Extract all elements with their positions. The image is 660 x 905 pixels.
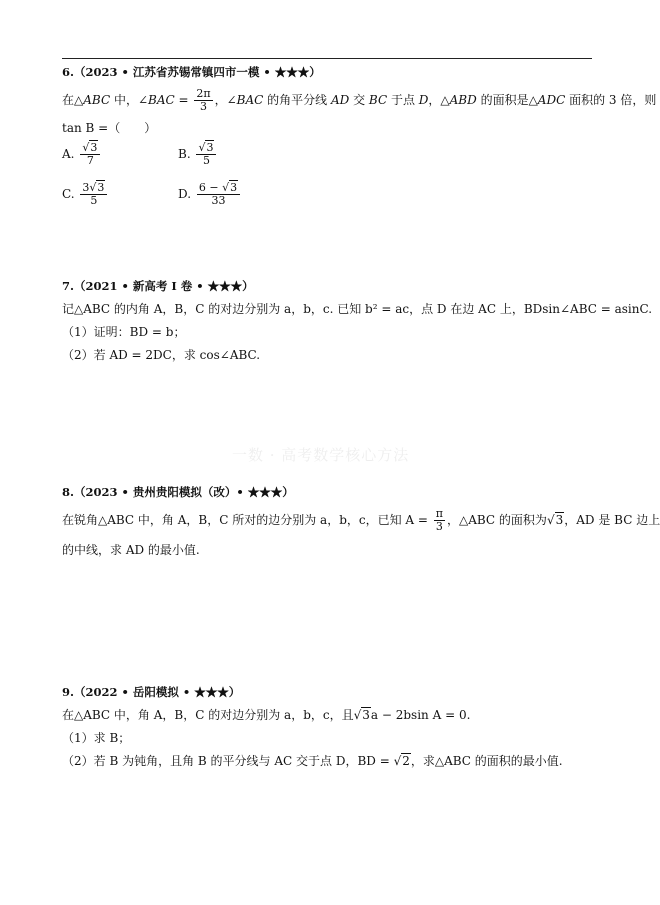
q7-part2: （2）若 AD = 2DC，求 cos∠ABC. <box>62 348 261 362</box>
top-rule <box>62 58 592 59</box>
q7-part1: （1）证明：BD = b； <box>62 325 186 339</box>
q8-line1: 在锐角△ABC 中，角 A，B，C 所对的边分别为 a，b，c，已知 A = $\frac{\pi}{3}$ ，△ABC 的面积为√3，AD 是 BC 边上 <box>62 507 660 533</box>
q9-part1: （1）求 B； <box>62 731 131 745</box>
q9-part2: （2）若 B 为钝角，且角 B 的平分线与 AC 交于点 D，BD = √2，求△ABC 的面积的最小值. <box>62 754 563 768</box>
watermark: 一数 · 高考数学核心方法 <box>232 446 410 464</box>
q6-line2: tan B =（ ） <box>62 121 157 135</box>
q6-header: 6.（2023 • 江苏省苏锡常镇四市一模 • ★★★） <box>62 65 321 79</box>
q6-line1: 在△ABC 中，∠BAC = $\frac{2\pi}{3}$ ，∠BAC 的角平分线 AD 交 BC 于点 D，△ABD 的面积是△ADC 面积的 3 倍，则 <box>62 87 657 113</box>
q6-option-d: D. $\frac{6 - √3}{33}$ <box>178 182 242 207</box>
q7-header: 7.（2021 • 新高考 Ⅰ 卷 • ★★★） <box>62 279 254 293</box>
q8-line2: 的中线，求 AD 的最小值. <box>62 543 200 557</box>
q7-line1: 记△ABC 的内角 A，B，C 的对边分别为 a，b，c. 已知 b² = ac，点 D 在边 AC 上，BDsin∠ABC = asinC. <box>62 302 653 316</box>
q9-line1: 在△ABC 中，角 A，B，C 的对边分别为 a，b，c，且√3a − 2bsin A = 0. <box>62 708 471 722</box>
q6-option-c: C. $\frac{3√3}{5}$ <box>62 182 109 207</box>
q6-frac: $\frac{2\pi}{3}$ <box>196 87 211 113</box>
q6-option-a: A. $\frac{√3}{7}$ <box>62 142 102 167</box>
q9-header: 9.（2022 • 岳阳模拟 • ★★★） <box>62 685 241 699</box>
q8-frac: $\frac{\pi}{3}$ <box>435 507 443 533</box>
q8-header: 8.（2023 • 贵州贵阳模拟（改）• ★★★） <box>62 485 294 499</box>
q6-option-b: B. $\frac{√3}{5}$ <box>178 142 218 167</box>
